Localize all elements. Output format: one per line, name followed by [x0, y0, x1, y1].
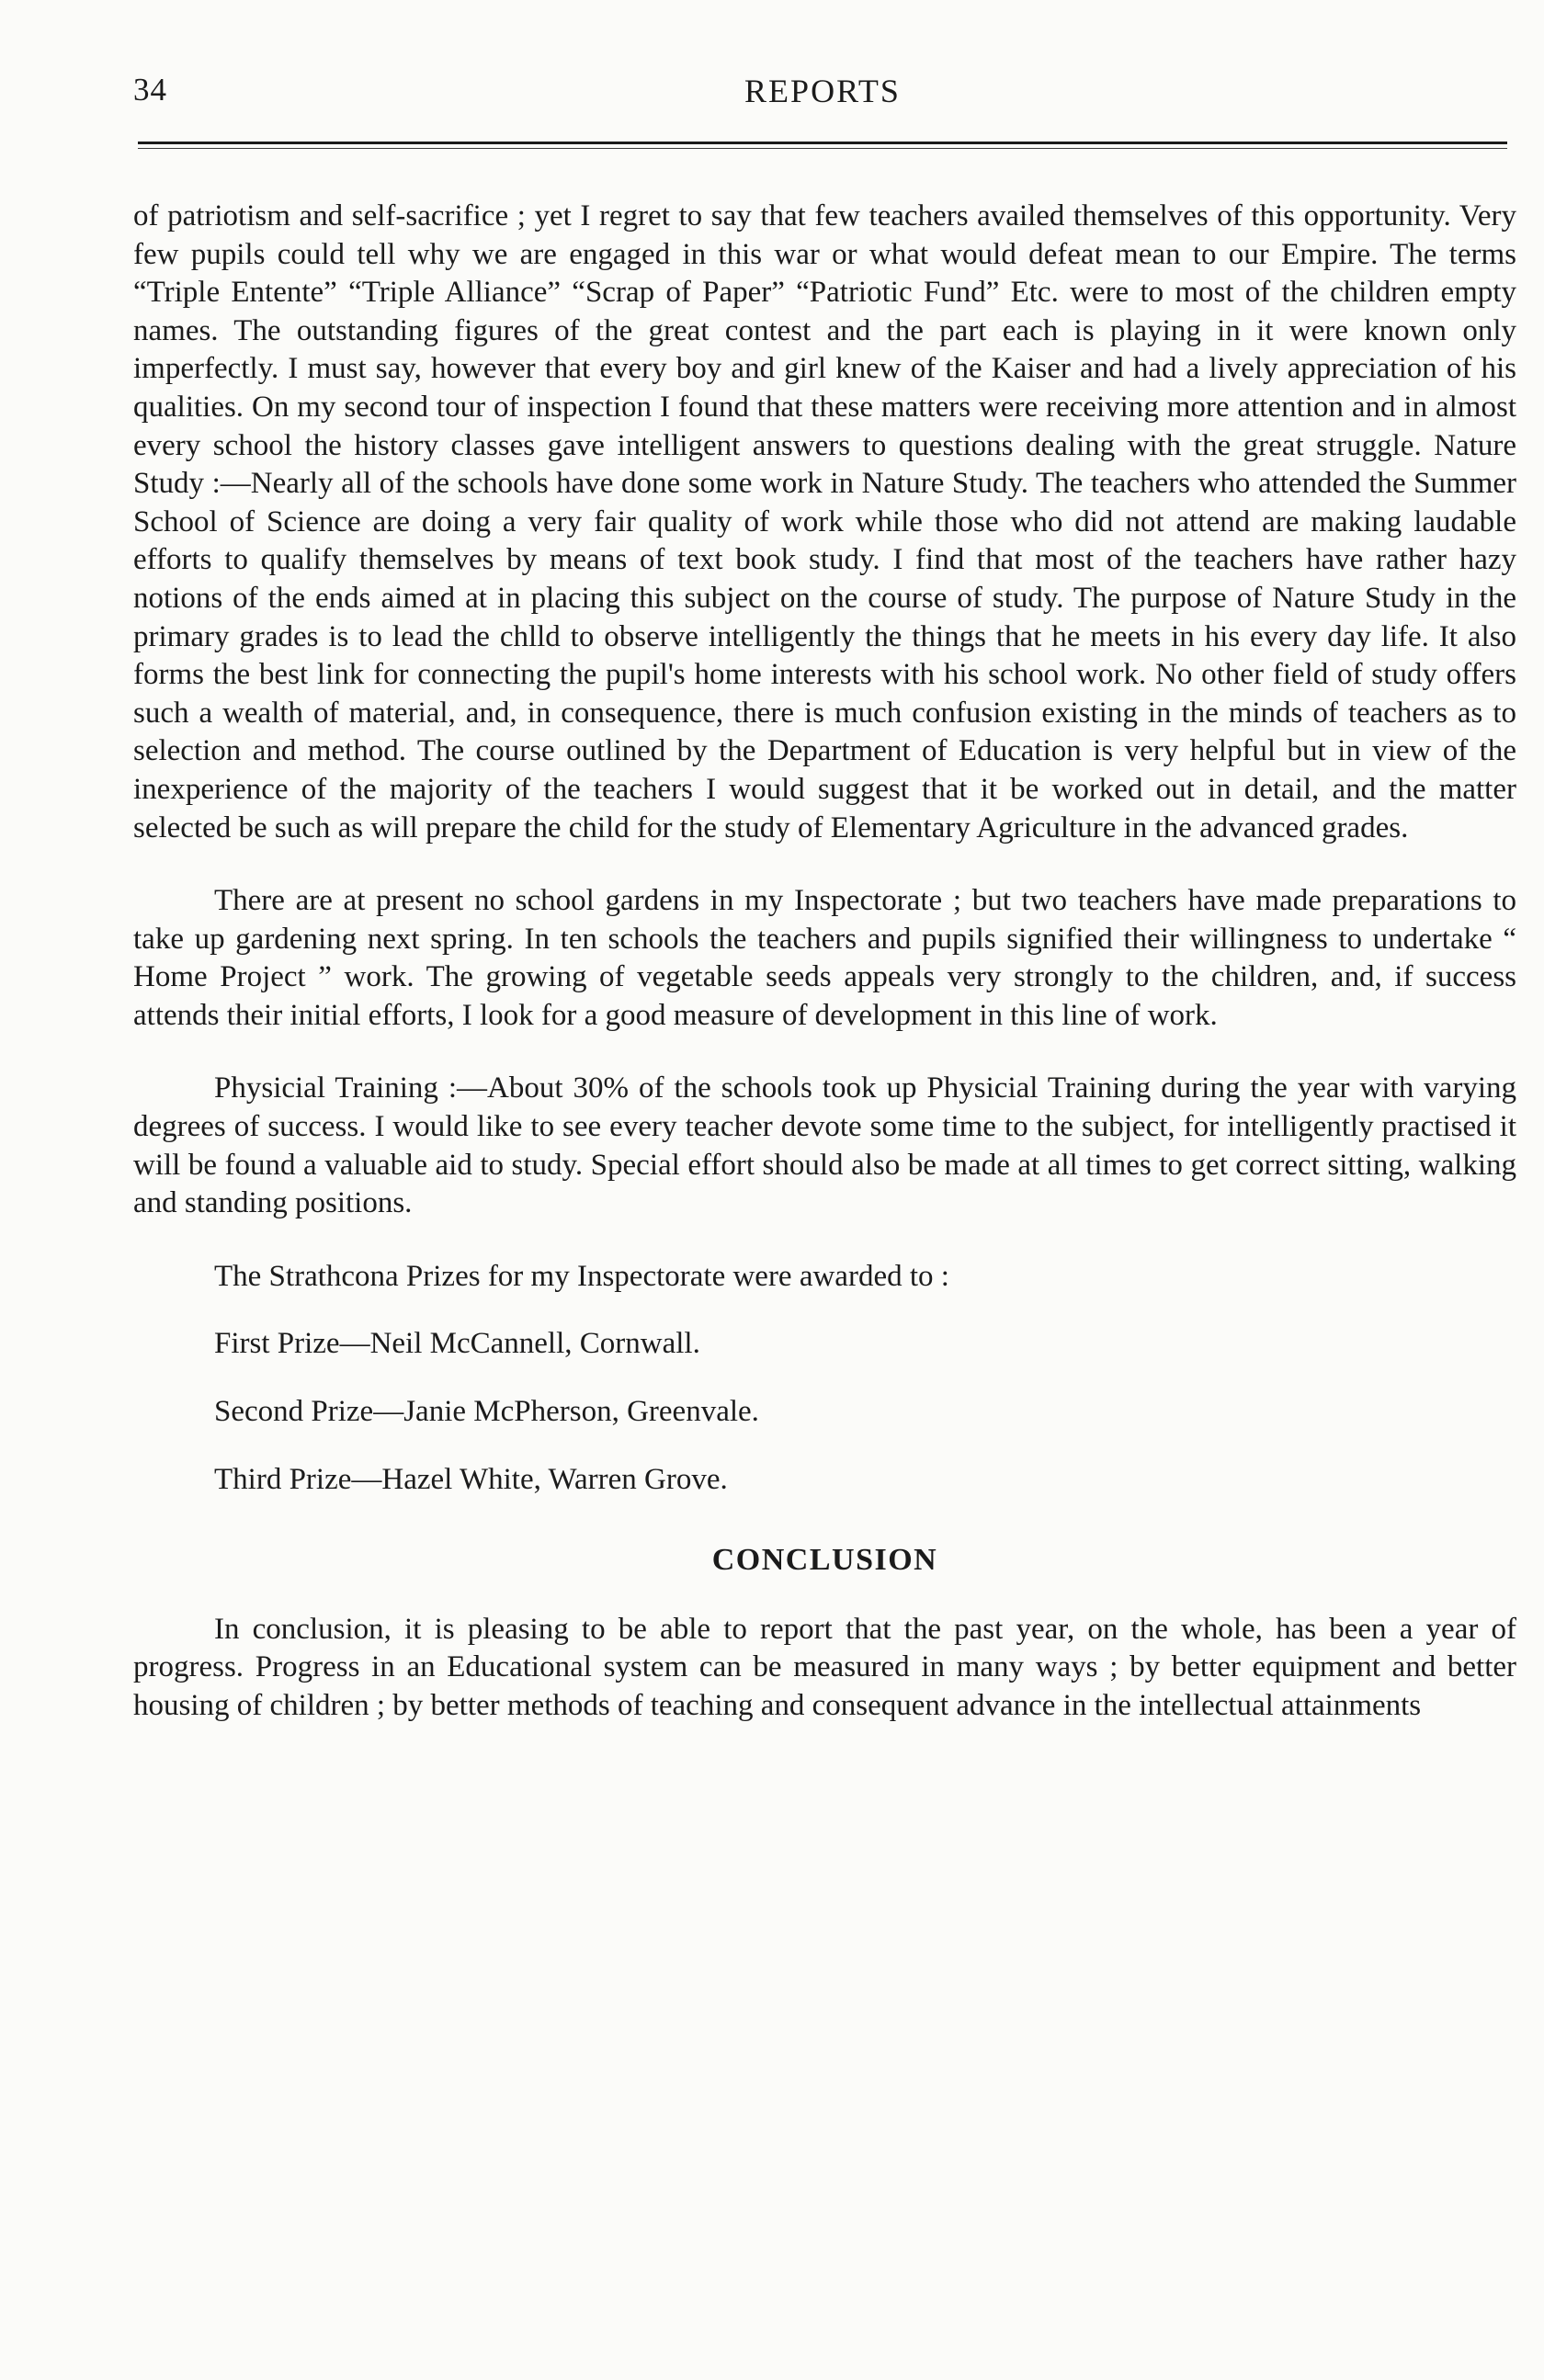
- paragraph-physical-training: Physicial Training :—About 30% of the schools took up Physicial Training during the year with varying degrees of success. I would like to see every teacher devote some time to the subject, for intelligently practised it will be found a valuable aid to study. Special effort should also be made at all times to get correct sitting, walking and standing positions.: [133, 1071, 1516, 1220]
- running-header: [133, 72, 1512, 118]
- header-rule-thin: [138, 148, 1507, 149]
- paragraph-patriotism-nature-study: of patriotism and self-sacrifice ; yet I regret to say that few teachers availed themselves of this opportunity. Very few pupils could tell why we are engaged in this war or what would defeat mean to our Empire. The terms “Triple Entente” “Triple Alliance” “Scrap of Paper” “Patriotic Fund” Etc. were to most of the children empty names. The outstanding figures of the great contest and the part each is playing in it were known only imperfectly. I must say, however that every boy and girl knew of the Kaiser and had a lively appreciation of his qualities. On my second tour of inspection I found that these matters were receiving more attention and in almost every school the history classes gave intelligent answers to questions dealing with the great struggle. Nature Study :—Nearly all of the schools have done some work in Nature Study. The teachers who attended the Summer School of Science are doing a very fair quality of work while those who did not attend are making laudable efforts to qualify themselves by means of text book study. I find that most of the teachers have rather hazy notions of the ends aimed at in placing this subject on the course of study. The purpose of Nature Study in the primary grades is to lead the chlld to observe intelligently the things that he meets in his every day life. It also forms the best link for connecting the pupil's home interests with his school work. No other field of study offers such a wealth of material, and, in consequence, there is much confusion existing in the minds of teachers as to selection and method. The course outlined by the Department of Education is very helpful but in view of the inexperience of the majority of the teachers I would suggest that it be worked out in detail, and the matter selected be such as will prepare the child for the study of Elementary Agriculture in the advanced grades.: [133, 199, 1516, 844]
- paragraph-conclusion: In conclusion, it is pleasing to be able to report that the past year, on the whole, has been a year of progress. Progress in an Educational system can be measured in many ways ; by better equipment and better housing of children ; by better methods of teaching and consequent advance in the intellectual attainments: [133, 1612, 1516, 1722]
- body-text: [133, 198, 1516, 1726]
- paragraph-school-gardens: There are at present no school gardens in my Inspectorate ; but two teachers have made preparations to take up gardening next spring. In ten schools the teachers and pupils signified their willingness to undertake “ Home Project ” work. The growing of vegetable seeds appeals very strongly to the children, and, if success attends their initial efforts, I look for a good measure of development in this line of work.: [133, 884, 1516, 1032]
- first-prize: First Prize—Neil McCannell, Cornwall.: [214, 1327, 700, 1361]
- page-number: 34: [133, 72, 167, 108]
- second-prize: Second Prize—Janie McPherson, Greenvale.: [214, 1395, 759, 1429]
- running-title: REPORTS: [744, 73, 901, 109]
- header-rule: [138, 142, 1507, 144]
- conclusion-heading: CONCLUSION: [711, 1543, 938, 1578]
- prizes-intro: The Strathcona Prizes for my Inspectorate were awarded to :: [214, 1259, 949, 1293]
- third-prize: Third Prize—Hazel White, Warren Grove.: [214, 1462, 728, 1496]
